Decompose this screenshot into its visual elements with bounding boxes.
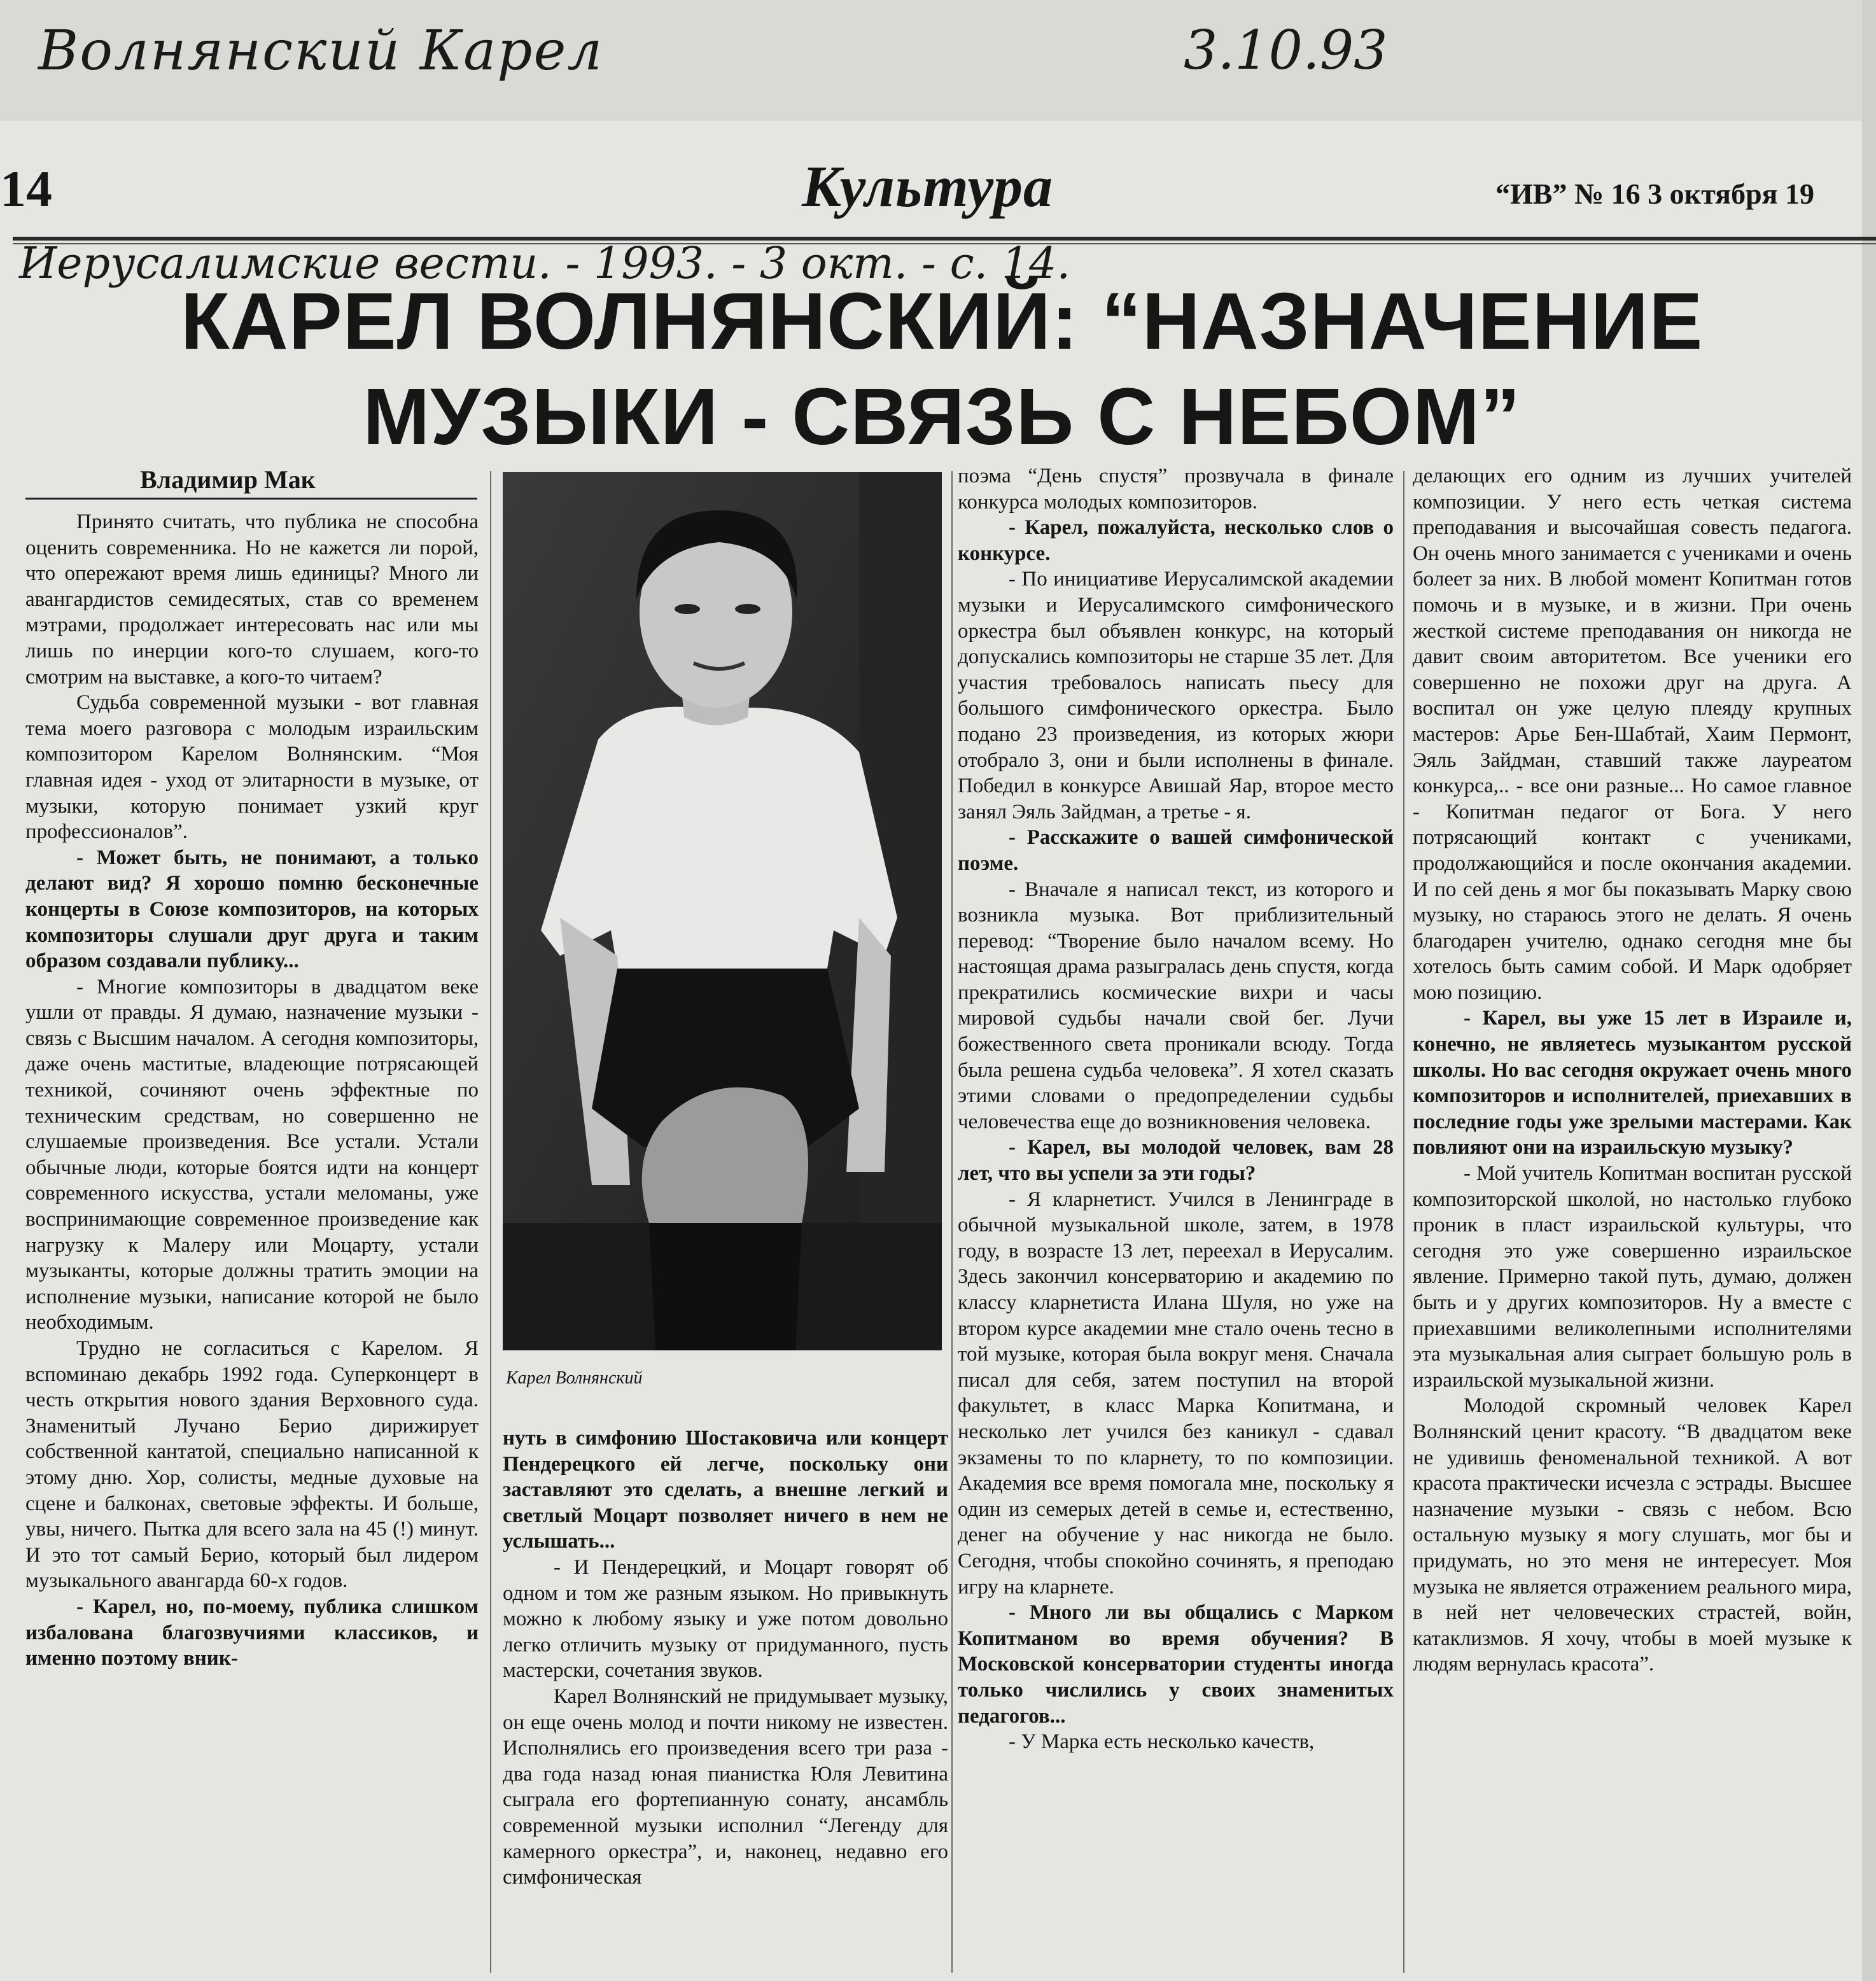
paragraph: - Многие композиторы в двадцатом веке ушли от правды. Я думаю, назначение музыки - связь с Высшим началом. А сегодня композиторы, даже очень маститые, владеющие потрясающей техникой, сочиняют очень эффектные по техническим средствам, но совершенно не слушаемые произведения. Все устали. Устали обычные люди, которые боятся идти на концерт современного искусства, устали меломаны, уже воспринимающие современное произведение как нагрузку к Малеру или Моцарту, устали музыканты, которые должны тратить эмоции на исполнение музыки, написание которой не было необходимым. bbox=[25, 975, 479, 1334]
paragraph: - И Пендерецкий, и Моцарт говорят об одном и том же разным языком. Но привыкнуть можно к любому языку и уже потом довольно легко отличить музыку от придуманного, пусть мастерски, сочетания звуков. bbox=[503, 1555, 948, 1683]
portrait-photo bbox=[503, 472, 942, 1350]
paragraph: - У Марка есть несколько качеств, bbox=[1009, 1730, 1315, 1754]
paragraph: делающих его одним из лучших учителей композиции. У него есть четкая система преподавания и высочайшая совесть педагога. Он очень много занимается с учениками и очень болеет за них. В любой момент Копитман готов помочь и в музыке, и в жизни. При очень жесткой системе преподавания он никогда не давит своим авторитетом. Все ученики его совершенно не похожи друг на друга. А воспитал он уже целую плеяду крупных мастеров: Арье Бен-Шабтай, Хаим Пермонт, Эяль Зайдман, ставший также лауреатом конкурса,.. - все они разные... Но самое главное - Копитман педагог от Бога. У него потрясающий контакт с учениками, продолжающийся и после окончания академии. И по сей день я мог бы показывать Марку свою музыку, но стараюсь этого не делать. Я очень благодарен учителю, однако сегодня мне бы хотелось быть самим собой. И Марк одобряет мою позицию. bbox=[1413, 465, 1852, 1004]
paragraph: - Много ли вы общались с Марком Копитманом во время обучения? В Московской консерватории студенты иногда только числились у своих знаменитых педагогов... bbox=[958, 1601, 1394, 1728]
section-title: Культура bbox=[802, 154, 1053, 219]
byline-rule bbox=[25, 498, 477, 500]
article-headline bbox=[76, 274, 1807, 465]
paragraph: - Карел, вы молодой человек, вам 28 лет, что вы успели за эти годы? bbox=[958, 1136, 1394, 1186]
paragraph: - Карел, но, по-моему, публика слишком избалована благозвучиями классиков, и именно поэтому вник- bbox=[25, 1595, 479, 1670]
paragraph: - Вначале я написал текст, из которого и возникла музыка. Вот приблизительный перевод: “Творение было началом всему. Но настоящая драма разыгралась день спустя, когда прекратились космические вихри и часы мировой судьбы начали свой бег. Лучи божественного света проникали всюду. Тогда была решена судьба человека”. Я хотел сказать этими словами о предопределении судьбы человечества еще до возникновения человека. bbox=[958, 878, 1394, 1133]
paragraph: - Я кларнетист. Учился в Ленинграде в обычной музыкальной школе, затем, в 1978 году, в возрасте 13 лет, переехал в Иерусалим. Здесь закончил консерваторию и академию по классу кларнетиста Илана Шуля, но уже на втором курсе академии мне стало очень тесно в той музыке, которая была вокруг меня. Сначала писал для себя, затем поступил на второй факультет, в класс Марка Копитмана, и несколько лет учился без каникул - сдавал экзамены то по кларнету, то по композиции. Академия все время помогала мне, поскольку я один из семерых детей в семье и, естественно, денег на обучение у нас никогда не было. Сегодня, чтобы спокойно сочинять, я преподаю игру на кларнете. bbox=[958, 1187, 1394, 1599]
column-2 bbox=[503, 1425, 948, 1891]
column-4 bbox=[1413, 463, 1852, 1677]
paragraph: - По инициативе Иерусалимской академии музыки и Иерусалимского симфонического оркестра был объявлен конкурс, на который допускались композиторы не старше 35 лет. Для участия требовалось написать пьесу для большого симфонического оркестра. Было подано 23 произведения, из которых жюри отобрало 3, они и были исполнены в финале. Победил в конкурсе Авишай Яар, второе место занял Эяль Зайдман, а третье - я. bbox=[958, 568, 1394, 823]
paragraph: - Карел, пожалуйста, несколько слов о конкурсе. bbox=[958, 516, 1394, 565]
paragraph: Молодой скромный человек Карел Волнянский ценит красоту. “В двадцатом веке не удивишь феноменальной техникой. А вот красота практически исчезла с эстрады. Высшее назначение музыки - связь с небом. Всю остальную музыку я могу слушать, мог бы и придумать, но это меня не интересует. Моя музыка не является отражением реального мира, в ней нет человеческих страстей, войн, катаклизмов. Я хочу, чтобы в моей музыке к людям вернулась красота”. bbox=[1413, 1394, 1852, 1676]
paragraph: Судьба современной музыки - вот главная тема моего разговора с молодым израильским композитором Карелом Волнянским. “Моя главная идея - уход от элитарности в музыке, от музыки, которую понимает узкий круг профессионалов”. bbox=[25, 691, 479, 844]
issue-info: “ИВ” № 16 3 октября 19 bbox=[1495, 178, 1815, 210]
paragraph: - Мой учитель Копитман воспитан русской композиторской школой, но настолько глубоко проник в пласт израильской культуры, что сегодня это уже совершенно израильское явление. Примерно такой путь, думаю, должен быть и у других композиторов. Ну а вместе с приехавшими великолепными исполнителями эта музыкальная алия сыграет большую роль в израильской музыкальной жизни. bbox=[1413, 1162, 1852, 1392]
handwritten-date-note: 3.10.93 bbox=[1184, 19, 1388, 81]
byline: Владимир Мак bbox=[140, 465, 316, 494]
paragraph: нуть в симфонию Шостаковича или концерт Пендерецкого ей легче, поскольку они заставляют это сделать, а внешне легкий и светлый Моцарт позволяет ничего в нем не услышать... bbox=[503, 1427, 948, 1553]
column-1 bbox=[25, 509, 479, 1672]
paper-edge bbox=[1862, 0, 1876, 1981]
headline-line-2: МУЗЫКИ - СВЯЗЬ С НЕБОМ” bbox=[363, 372, 1521, 461]
column-3 bbox=[958, 463, 1394, 1755]
column-rule-3 bbox=[1403, 471, 1404, 1973]
paragraph: - Карел, вы уже 15 лет в Израиле и, конечно, не являетесь музыкантом русской школы. Но вас сегодня окружает очень много композиторов и исполнителей, приехавших в последние годы уже зрелыми мастерами. Как повлияют они на израильскую музыку? bbox=[1413, 1007, 1852, 1159]
portrait-image bbox=[503, 472, 942, 1350]
handwritten-author-note: Волнянский Карел bbox=[38, 19, 604, 83]
handwritten-source-note: Иерусалимские вести. - 1993. - 3 окт. - с. 14. bbox=[19, 239, 1071, 289]
paragraph: Принято считать, что публика не способна оценить современника. Но не кажется ли порой, что опережают время лишь единицы? Много ли авангардистов семидесятых, став со временем мэтрами, продолжает интересовать нас или мы лишь по инерции кого-то слушаем, кого-то смотрим на выставке, а кого-то читаем? bbox=[25, 510, 479, 689]
column-rule-1 bbox=[490, 471, 491, 1973]
paragraph: Трудно не согласиться с Карелом. Я вспоминаю декабрь 1992 года. Суперконцерт в честь открытия нового здания Верховного суда. Знаменитый Лучано Берио дирижирует собственной кантатой, специально написанной к этому дню. Хор, солисты, медные духовые на сцене и балконах, световые эффекты. И больше, увы, ничего. Пытка для всего зала на 45 (!) минут. И это тот самый Берио, который был лидером музыкального авангарда 60-х годов. bbox=[25, 1337, 479, 1593]
photo-caption: Карел Волнянский bbox=[506, 1368, 643, 1388]
paragraph: поэма “День спустя” прозвучала в финале конкурса молодых композиторов. bbox=[958, 465, 1394, 514]
page-number: 14 bbox=[0, 160, 52, 218]
headline-line-1: КАРЕЛ ВОЛНЯНСКИЙ: “НАЗНАЧЕНИЕ bbox=[180, 276, 1704, 366]
paragraph: - Может быть, не понимают, а только делают вид? Я хорошо помню бесконечные концерты в Союзе композиторов, на которых композиторы слушали друг друга и таким образом создавали публику... bbox=[25, 846, 479, 973]
paragraph: - Расскажите о вашей симфонической поэме. bbox=[958, 826, 1394, 875]
column-rule-2 bbox=[951, 471, 953, 1973]
paragraph: Карел Волнянский не придумывает музыку, он еще очень молод и почти никому не известен. Исполнялись его произведения всего три раза - два года назад юная пианистка Юля Левитина сыграла его фортепианную сонату, ансамбль современной музыки исполнил “Легенду для камерного оркестра”, и, наконец, недавно его симфоническая bbox=[503, 1684, 948, 1889]
